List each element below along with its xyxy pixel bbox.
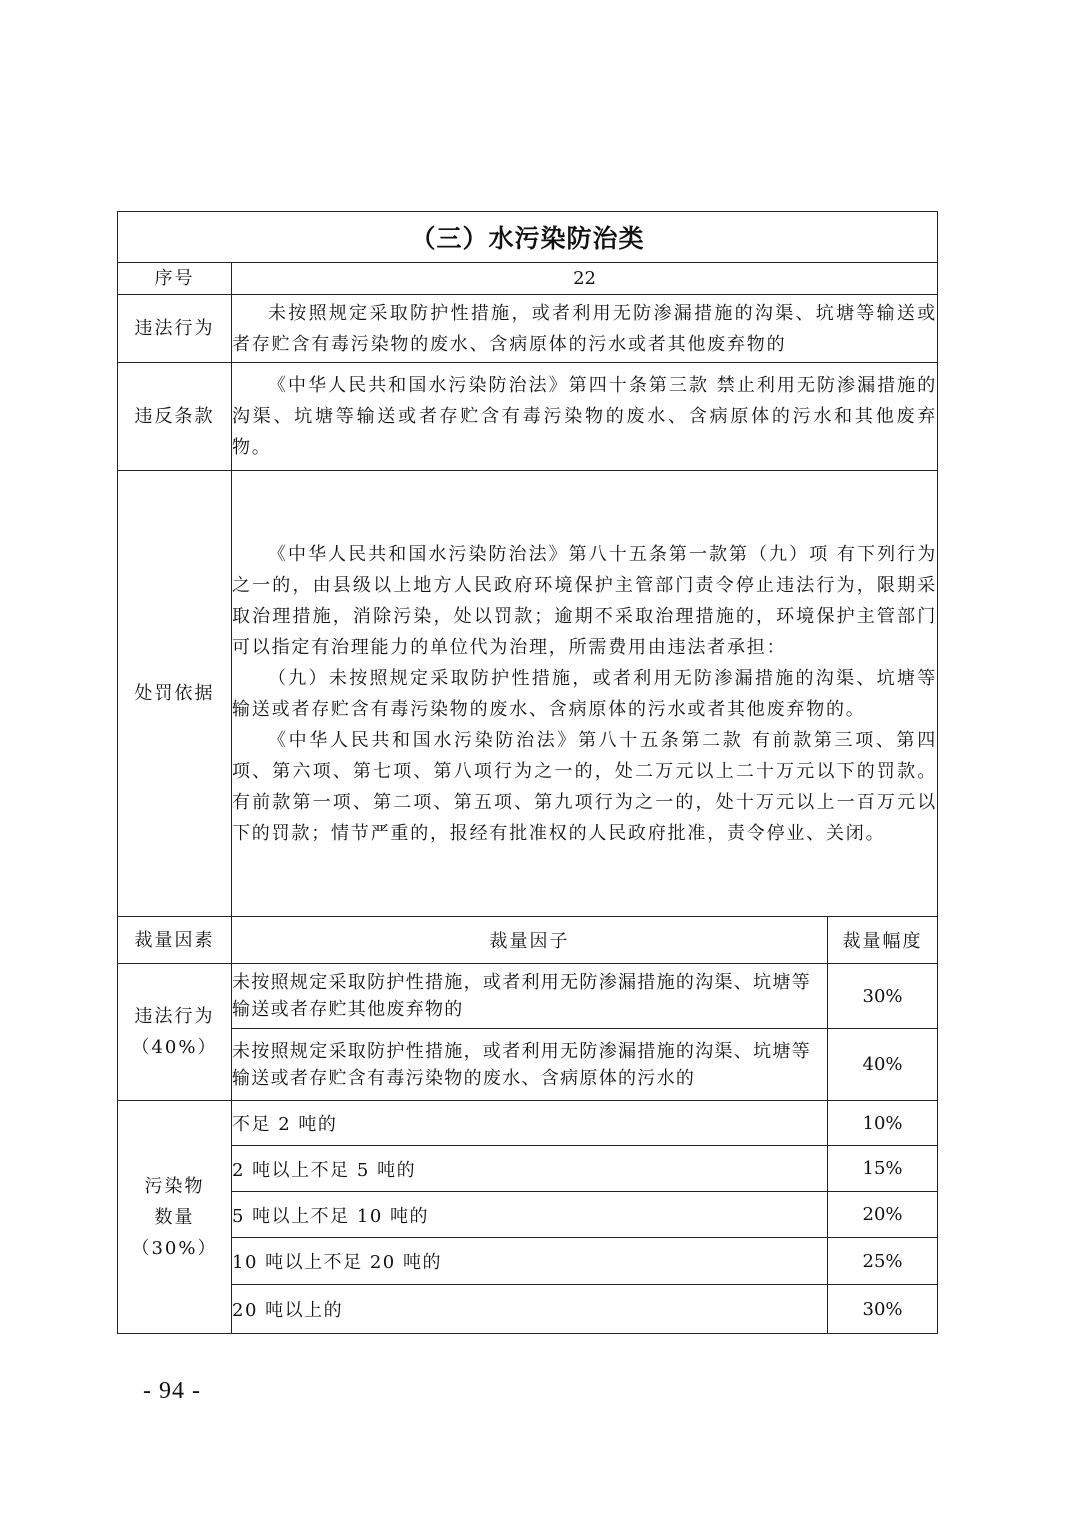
factor-group-name: 污染物 bbox=[144, 1175, 205, 1197]
penalty-basis-row bbox=[118, 471, 938, 917]
serial-value: 22 bbox=[232, 263, 938, 295]
factor-row bbox=[118, 1238, 938, 1285]
violation-text: 未按照规定采取防护性措施，或者利用无防渗漏措施的沟渠、坑塘等输送或者存贮含有毒污染物的废水、含病原体的污水或者其他废弃物的 bbox=[232, 302, 938, 355]
factor-percent: 15% bbox=[828, 1146, 938, 1192]
factor-group-name: 违法行为 bbox=[134, 1006, 215, 1027]
factor-group-weight: （40%） bbox=[131, 1037, 218, 1058]
factor-group-violation bbox=[118, 964, 232, 1101]
serial-row bbox=[118, 263, 938, 295]
violated-clause-text: 《中华人民共和国水污染防治法》第四十条第三款 禁止利用无防渗漏措施的沟渠、坑塘等输送或者存贮含有毒污染物的废水、含病原体的污水和其他废弃物。 bbox=[232, 375, 938, 458]
factor-item: 5 吨以上不足 10 吨的 bbox=[232, 1192, 828, 1238]
penalty-basis-paragraph: 《中华人民共和国水污染防治法》第八十五条第二款 有前款第三项、第四项、第六项、第七项、第八项行为之一的，处二万元以上二十万元以下的罚款。有前款第一项、第二项、第五项、第九项行为之一的，处十万元以上一百万元以下的罚款；情节严重的，报经有批准权的人民政府批准，责令停业、关闭。 bbox=[232, 729, 938, 844]
factor-row bbox=[118, 1029, 938, 1101]
violation-row bbox=[118, 295, 938, 363]
penalty-standard-table bbox=[117, 211, 938, 1334]
page-number: - 94 - bbox=[143, 1378, 201, 1404]
factor-item: 20 吨以上的 bbox=[232, 1285, 828, 1334]
violated-clause-row bbox=[118, 363, 938, 471]
factor-percent: 40% bbox=[828, 1029, 938, 1101]
discretion-item-header: 裁量因子 bbox=[232, 917, 828, 964]
penalty-basis-paragraph: （九）未按照规定采取防护性措施，或者利用无防渗漏措施的沟渠、坑塘等输送或者存贮含有毒污染物的废水、含病原体的污水或者其他废弃物的。 bbox=[232, 667, 938, 720]
factor-item: 未按照规定采取防护性措施，或者利用无防渗漏措施的沟渠、坑塘等输送或者存贮含有毒污染物的废水、含病原体的污水的 bbox=[232, 1029, 828, 1101]
factor-group-name: 数量 bbox=[154, 1206, 195, 1228]
violated-clause-label: 违反条款 bbox=[118, 363, 232, 471]
factor-percent: 30% bbox=[828, 1285, 938, 1334]
factor-row bbox=[118, 964, 938, 1029]
penalty-basis-label: 处罚依据 bbox=[118, 471, 232, 917]
factor-item: 10 吨以上不足 20 吨的 bbox=[232, 1238, 828, 1285]
factor-percent: 20% bbox=[828, 1192, 938, 1238]
penalty-basis-paragraph: 《中华人民共和国水污染防治法》第八十五条第一款第（九）项 有下列行为之一的，由县级以上地方人民政府环境保护主管部门责令停止违法行为，限期采取治理措施，消除污染，处以罚款；逾期不采取治理措施的，环境保护主管部门可以指定有治理能力的单位代为治理，所需费用由违法者承担： bbox=[232, 543, 938, 658]
factor-percent: 30% bbox=[828, 964, 938, 1029]
discretion-factor-header: 裁量因素 bbox=[118, 917, 232, 964]
factor-percent: 10% bbox=[828, 1101, 938, 1146]
violation-label: 违法行为 bbox=[118, 295, 232, 363]
factor-row bbox=[118, 1146, 938, 1192]
factor-row bbox=[118, 1285, 938, 1334]
factor-item: 2 吨以上不足 5 吨的 bbox=[232, 1146, 828, 1192]
factor-group-pollutant-amount bbox=[118, 1101, 232, 1334]
factor-item: 未按照规定采取防护性措施，或者利用无防渗漏措施的沟渠、坑塘等输送或者存贮其他废弃物的 bbox=[232, 964, 828, 1029]
factor-row bbox=[118, 1192, 938, 1238]
discretion-header-row bbox=[118, 917, 938, 964]
factor-group-weight: （30%） bbox=[131, 1237, 218, 1259]
factor-row bbox=[118, 1101, 938, 1146]
discretion-range-header: 裁量幅度 bbox=[828, 917, 938, 964]
section-title: （三）水污染防治类 bbox=[118, 212, 938, 263]
serial-label: 序号 bbox=[118, 263, 232, 295]
title-row bbox=[118, 212, 938, 263]
factor-percent: 25% bbox=[828, 1238, 938, 1285]
factor-item: 不足 2 吨的 bbox=[232, 1101, 828, 1146]
